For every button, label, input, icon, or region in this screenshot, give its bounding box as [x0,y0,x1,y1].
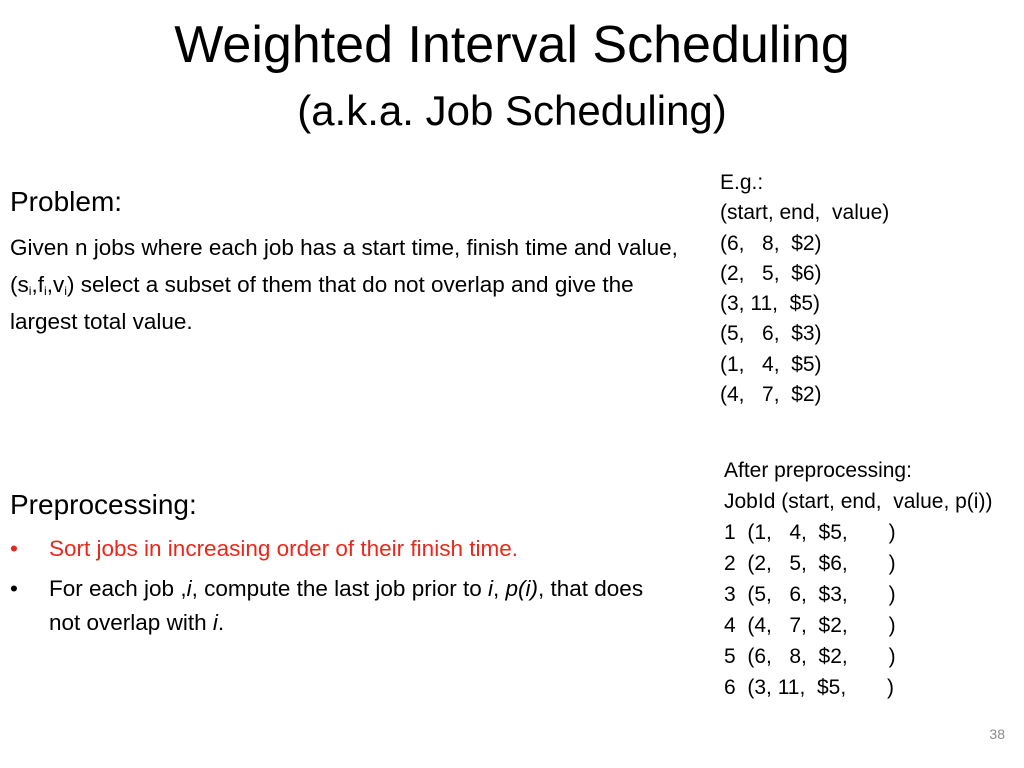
slide-subtitle: (a.k.a. Job Scheduling) [297,87,727,134]
job-row: 6 (3, 11, $5, ) [724,676,895,699]
job-row: 2 (2, 5, $6, ) [724,552,896,575]
bullet-icon: • [10,576,18,601]
job-row: 1 (1, 4, $5, ) [724,521,896,544]
after-label: After preprocessing: [724,459,912,482]
bullet-compute-p: • For each job ,i, compute the last job prior to i, p(i), that does not overlap with i. [10,572,670,640]
bullet-sort-jobs: • Sort jobs in increasing order of their finish time. [10,534,670,564]
example-row: (5, 6, $3) [720,322,822,346]
example-label: E.g.: [720,171,764,194]
problem-heading: Problem: [10,186,123,217]
example-row: (2, 5, $6) [720,261,822,285]
bullet-icon: • [10,536,18,561]
example-row: (3, 11, $5) [720,292,820,316]
job-row: 5 (6, 8, $2, ) [724,645,896,668]
example-row: (1, 4, $5) [720,352,822,376]
job-row: 4 (4, 7, $2, ) [724,614,896,637]
preprocessed-jobs [724,455,992,703]
example-header: (start, end, value) [720,201,890,225]
preprocessing-bullets [10,534,670,640]
example-row: (4, 7, $2) [720,383,822,407]
after-header: JobId (start, end, value, p(i)) [724,490,993,513]
problem-description: Given n jobs where each job has a start time, finish time and value, $(s_i,f_i,v_i)$ select a subset of them that do not overlap and give the largest total value. [10,235,678,334]
example-row: (6, 8, $2) [720,231,822,255]
preprocessing-heading: Preprocessing: [10,489,197,520]
slide-title: Weighted Interval Scheduling [174,16,850,74]
slide-number: 38 [989,726,1005,742]
job-row: 3 (5, 6, $3, ) [724,583,896,606]
example-jobs [720,168,889,410]
